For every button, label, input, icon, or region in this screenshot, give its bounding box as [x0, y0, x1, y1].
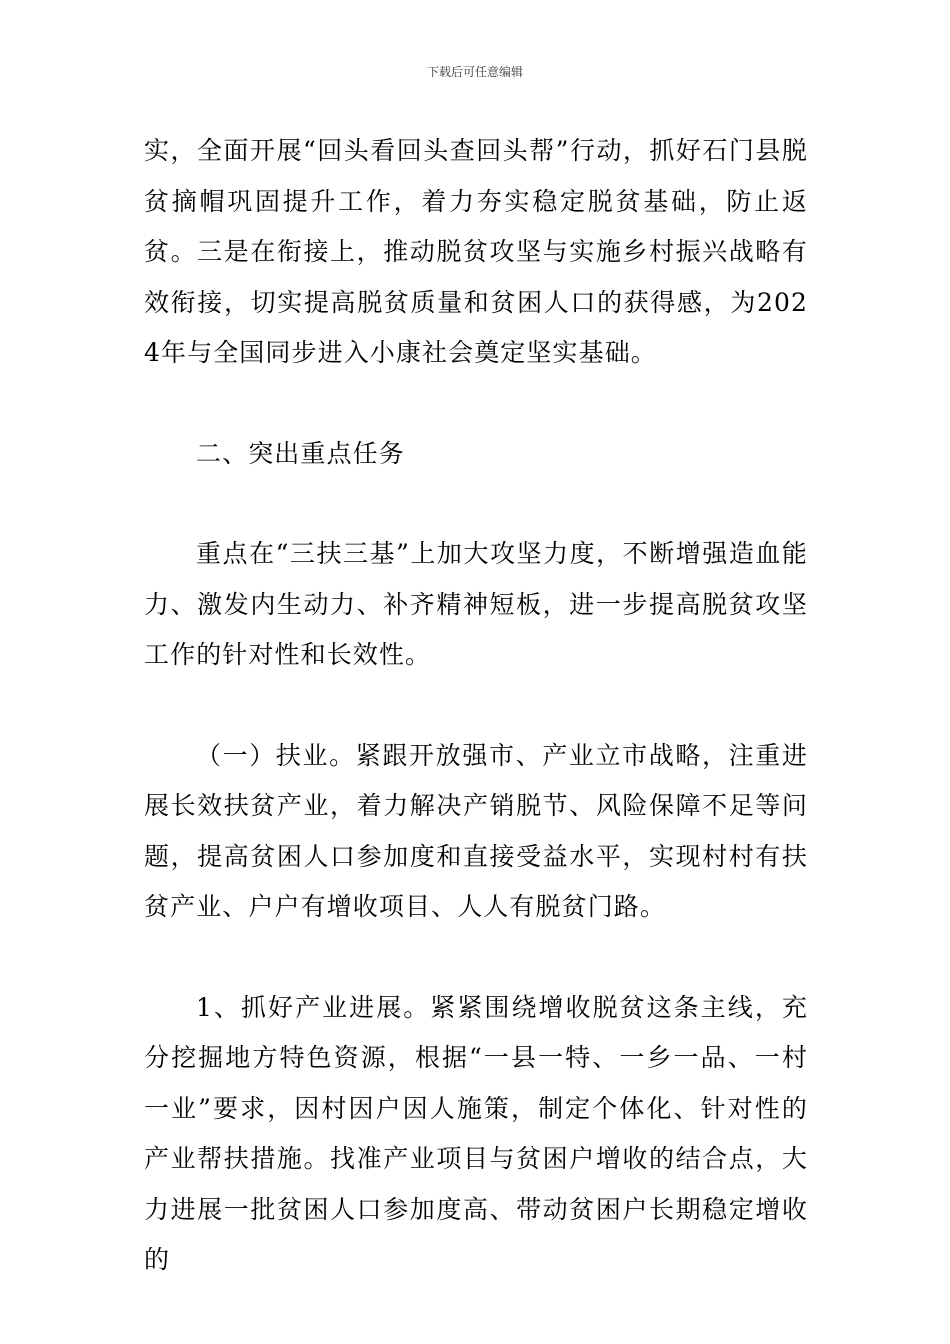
paragraph-industry-development: 1、抓好产业进展。紧紧围绕增收脱贫这条主线，充分挖掘地方特色资源，根据“一县一特、一乡一品、一村一业”要求，因村因户因人施策，制定个体化、针对性的产业帮扶措施。找准产业项目与贫困户增收的结合点，大力进展一批贫困人口参加度高、带动贫困户长期稳定增收的	[144, 992, 808, 1274]
paragraph-continuation: 实，全面开展“回头看回头查回头帮”行动，抓好石门县脱贫摘帽巩固提升工作，着力夯实稳定脱贫基础，防止返贫。三是在衔接上，推动脱贫攻坚与实施乡村振兴战略有效衔接，切实提高脱贫质量和贫困人口的获得感，为2024年与全国同步进入小康社会奠定坚实基础。	[144, 136, 808, 367]
section-heading: 二、突出重点任务	[196, 438, 405, 468]
paragraph-industry-support: （一）扶业。紧跟开放强市、产业立市战略，注重进展长效扶贫产业，着力解决产销脱节、风险保障不足等问题，提高贫困人口参加度和直接受益水平，实现村村有扶贫产业、户户有增收项目、人人有脱贫门路。	[144, 740, 808, 921]
document-body	[144, 126, 808, 1286]
page-header-note: 下载后可任意编辑	[426, 65, 523, 79]
paragraph-key-tasks: 重点在“三扶三基”上加大攻坚力度，不断增强造血能力、激发内生动力、补齐精神短板，进一步提高脱贫攻坚工作的针对性和长效性。	[144, 539, 808, 669]
